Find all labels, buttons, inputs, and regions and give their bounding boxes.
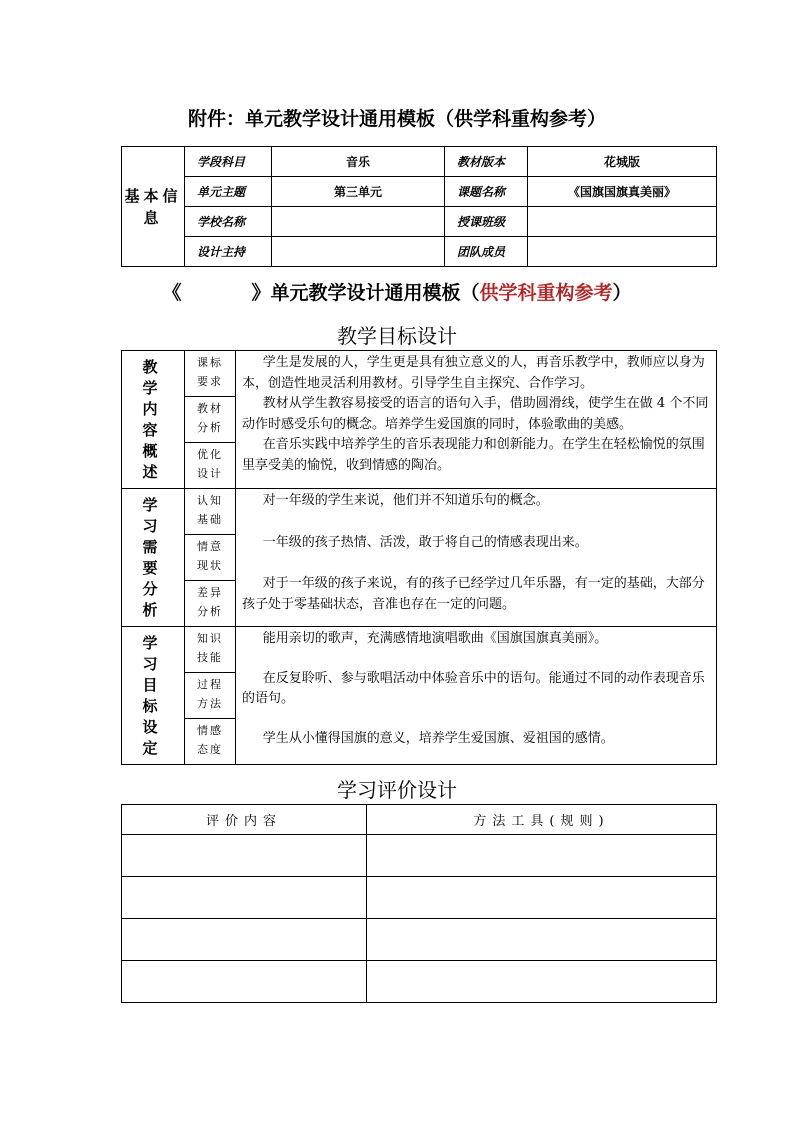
table-row [122, 489, 717, 627]
table-cell[interactable] [367, 835, 717, 877]
table-cell[interactable] [367, 961, 717, 1003]
label-textbook: 教材版本 [445, 147, 528, 177]
goal-category: 教学内容概述 [122, 351, 185, 489]
goal-content [236, 627, 717, 765]
table-cell[interactable] [122, 877, 367, 919]
table-cell[interactable] [122, 961, 367, 1003]
paragraph: 学生是发展的人，学生更是具有独立意义的人，再音乐教学中，教师应以身为本，创造性地灵活利用教材。引导学生自主探究、合作学习。 [242, 355, 705, 391]
goal-content [236, 489, 717, 627]
sub-label: 情意现状 [185, 535, 235, 581]
value-textbook: 花城版 [528, 147, 717, 177]
goals-table [121, 350, 717, 765]
col-header-method: 方法工具(规则) [367, 805, 717, 835]
value-design-host [272, 237, 445, 267]
goal-subs [185, 489, 236, 627]
sub-label: 教材分析 [185, 397, 235, 443]
sub-label: 差异分析 [197, 586, 223, 618]
label-unit-theme: 单元主题 [185, 177, 272, 207]
sub-label: 课标要求 [185, 351, 235, 397]
goal-category: 学习需要分析 [122, 489, 185, 627]
table-row [122, 177, 717, 207]
title-red-note: 供学科重构参考 [479, 282, 613, 304]
paragraph: 一年级的孩子热情、活泼，敢于将自己的情感表现出来。 [262, 534, 588, 550]
paragraph: 对于一年级的孩子来说，有的孩子已经学过几年乐器，有一定的基础，大部分孩子处于零基础状态，音准也存在一定的问题。 [242, 576, 705, 612]
basic-info-header: 基本信息 [122, 147, 185, 267]
label-team: 团队成员 [445, 237, 528, 267]
table-row [122, 919, 717, 961]
paragraph: 在音乐实践中培养学生的音乐表现能力和创新能力。在学生在轻松愉悦的氛围里享受美的愉悦，收到情感的陶冶。 [242, 437, 705, 473]
table-row [122, 207, 717, 237]
col-header-content: 评价内容 [122, 805, 367, 835]
table-row [122, 147, 717, 177]
basic-info-table [121, 146, 717, 267]
paragraph: 对一年级的学生来说，他们并不知道乐句的概念。 [262, 493, 549, 508]
title-suffix: ） [612, 282, 632, 304]
title-main: 》单元教学设计通用模板（ [251, 282, 480, 304]
table-cell[interactable] [122, 919, 367, 961]
table-row [122, 351, 717, 489]
label-lesson-title: 课题名称 [445, 177, 528, 207]
label-school: 学校名称 [185, 207, 272, 237]
table-cell[interactable] [367, 919, 717, 961]
table-row [122, 237, 717, 267]
goal-subs [185, 351, 236, 489]
table-row [122, 961, 717, 1003]
table-cell[interactable] [367, 877, 717, 919]
sub-label: 情感态度 [197, 724, 223, 756]
paragraph: 教材从学生教容易接受的语言的语句入手，借助圆滑线，使学生在做 4 个不同动作时感受乐句的概念。培养学生爱国旗的同时，体验歌曲的美感。 [242, 396, 709, 432]
document-title: 附件：单元教学设计通用模板（供学科重构参考） [187, 108, 606, 130]
paragraph: 在反复聆听、参与歌唱活动中体验音乐中的语句。能通过不同的动作表现音乐的语句。 [242, 670, 705, 706]
section-title-goals: 教学目标设计 [337, 324, 457, 348]
sub-label: 优化设计 [197, 448, 223, 480]
table-cell[interactable] [122, 835, 367, 877]
value-school [272, 207, 445, 237]
label-class: 授课班级 [445, 207, 528, 237]
title-prefix: 《 [162, 282, 182, 304]
table-row [122, 835, 717, 877]
table-row [122, 627, 717, 765]
table-row [122, 877, 717, 919]
table-header-row [122, 805, 717, 835]
value-unit-theme: 第三单元 [272, 177, 445, 207]
evaluation-table [121, 804, 717, 1003]
paragraph: 学生从小懂得国旗的意义，培养学生爱国旗、爱祖国的感情。 [262, 730, 614, 746]
value-class [528, 207, 717, 237]
label-subject: 学段科目 [185, 147, 272, 177]
sub-label: 认知基础 [185, 489, 235, 535]
sub-label: 过程方法 [185, 673, 235, 719]
paragraph: 能用亲切的歌声，充满感情地演唱歌曲《国旗国旗真美丽》。 [262, 631, 608, 646]
sub-label: 知识技能 [185, 627, 235, 673]
goal-subs [185, 627, 236, 765]
goal-category: 学习目标设定 [122, 627, 185, 765]
value-lesson-title: 《国旗国旗真美丽》 [528, 177, 717, 207]
section-title-evaluation: 学习评价设计 [337, 778, 457, 802]
value-subject: 音乐 [272, 147, 445, 177]
template-title [0, 278, 794, 305]
goal-content [236, 351, 717, 489]
label-design-host: 设计主持 [185, 237, 272, 267]
value-team [528, 237, 717, 267]
